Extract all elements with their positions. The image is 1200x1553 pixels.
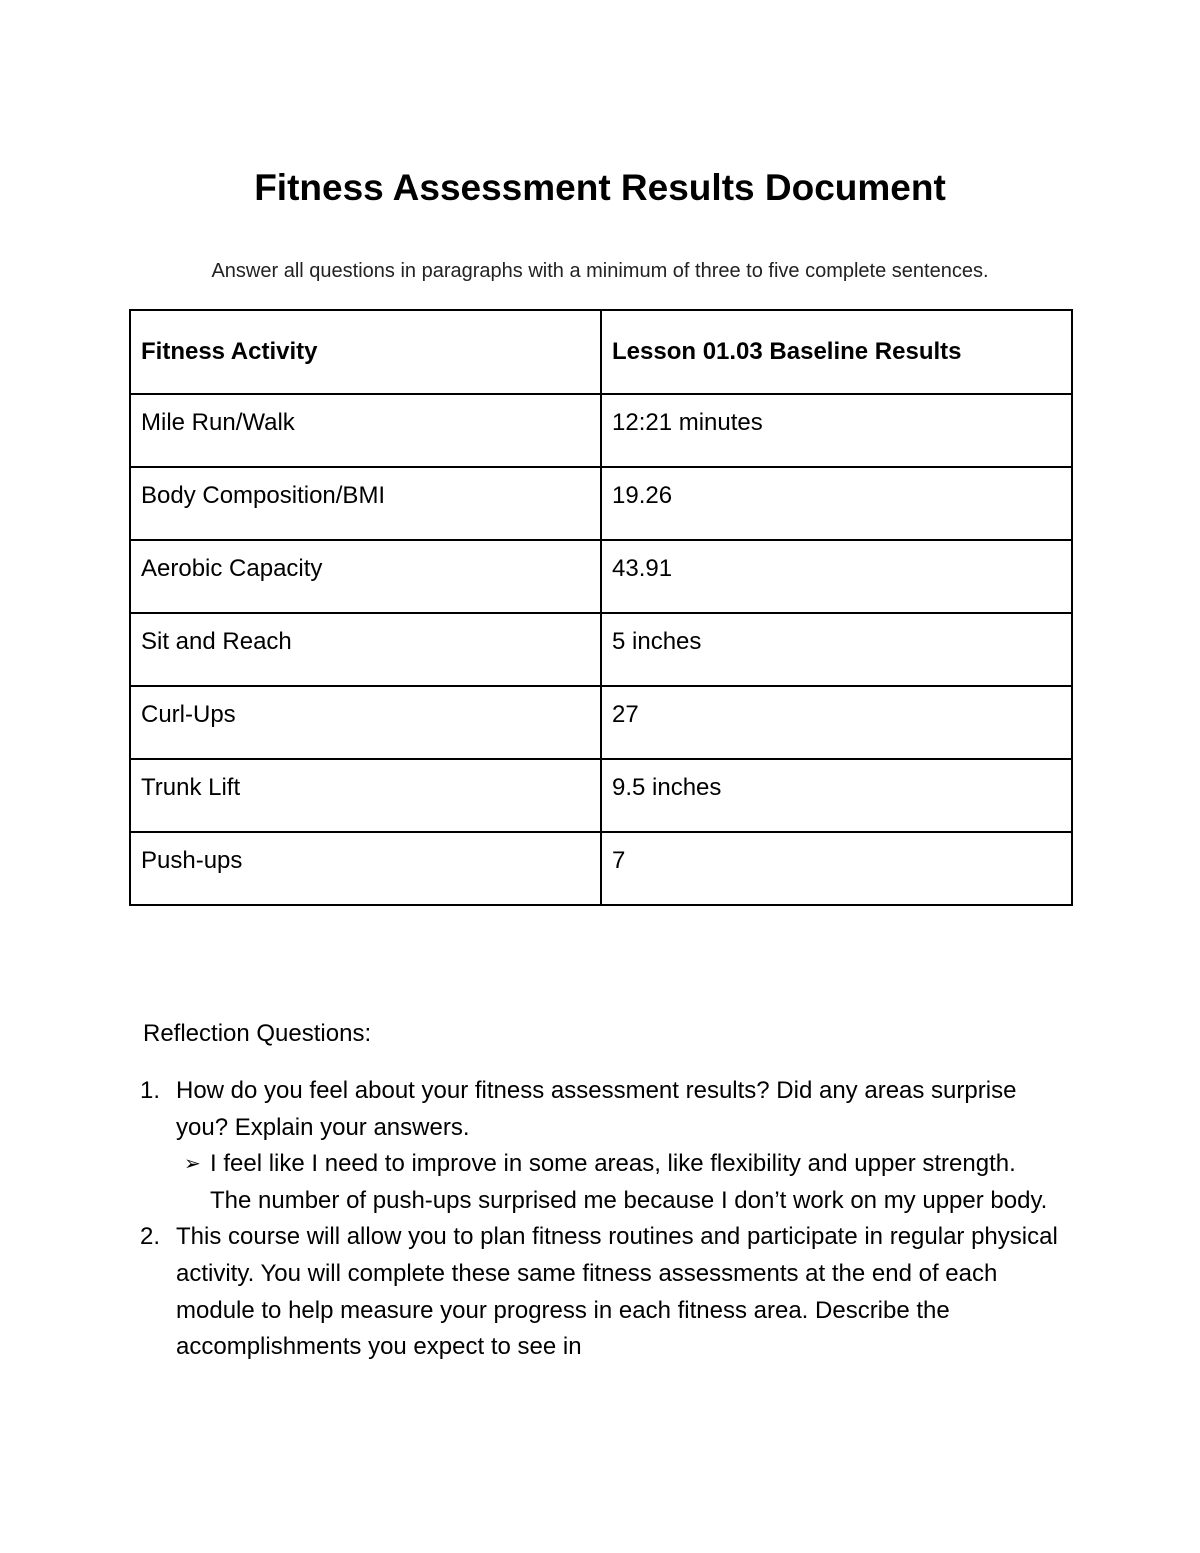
reflection-heading: Reflection Questions: [143,1020,372,1047]
result-cell: 12:21 minutes [601,394,1072,467]
header-fitness-activity: Fitness Activity [130,310,601,394]
activity-cell: Body Composition/BMI [130,467,601,540]
table-row [130,467,1072,540]
answer-item [140,1146,1060,1219]
results-table [129,309,1073,906]
result-cell: 43.91 [601,540,1072,613]
instructions-text: Answer all questions in paragraphs with a minimum of three to five complete sentences. [211,260,989,282]
header-baseline-results: Lesson 01.03 Baseline Results [601,310,1072,394]
reflection-question-list [140,1073,1060,1366]
activity-cell: Curl-Ups [130,686,601,759]
table-header-row [130,310,1072,394]
table-row [130,759,1072,832]
arrow-bullet-icon: ➢ [184,1153,201,1176]
result-cell: 7 [601,832,1072,905]
answer-text: I feel like I need to improve in some areas, like flexibility and upper strength. The number of push-ups surprised me because I don’t work on my upper body. [210,1150,1048,1214]
question-item [140,1073,1060,1146]
activity-cell: Push-ups [130,832,601,905]
activity-cell: Trunk Lift [130,759,601,832]
document-title: Fitness Assessment Results Document [254,167,946,208]
activity-cell: Sit and Reach [130,613,601,686]
table-row [130,613,1072,686]
result-cell: 27 [601,686,1072,759]
question-number: 1. [140,1077,161,1104]
table-row [130,686,1072,759]
question-number: 2. [140,1223,161,1251]
result-cell: 19.26 [601,467,1072,540]
activity-cell: Mile Run/Walk [130,394,601,467]
question-text: How do you feel about your fitness assessment results? Did any areas surprise you? Explain your answers. [176,1077,1017,1141]
result-cell: 5 inches [601,613,1072,686]
table-row [130,832,1072,905]
table-row [130,540,1072,613]
question-text: This course will allow you to plan fitness routines and participate in regular physical activity. You will complete these same fitness assessments at the end of each module to help measure your progress in each fitness area. Describe the accomplishments you expect to see in [176,1223,1058,1361]
question-item [140,1219,1060,1365]
table-row [130,394,1072,467]
activity-cell: Aerobic Capacity [130,540,601,613]
result-cell: 9.5 inches [601,759,1072,832]
